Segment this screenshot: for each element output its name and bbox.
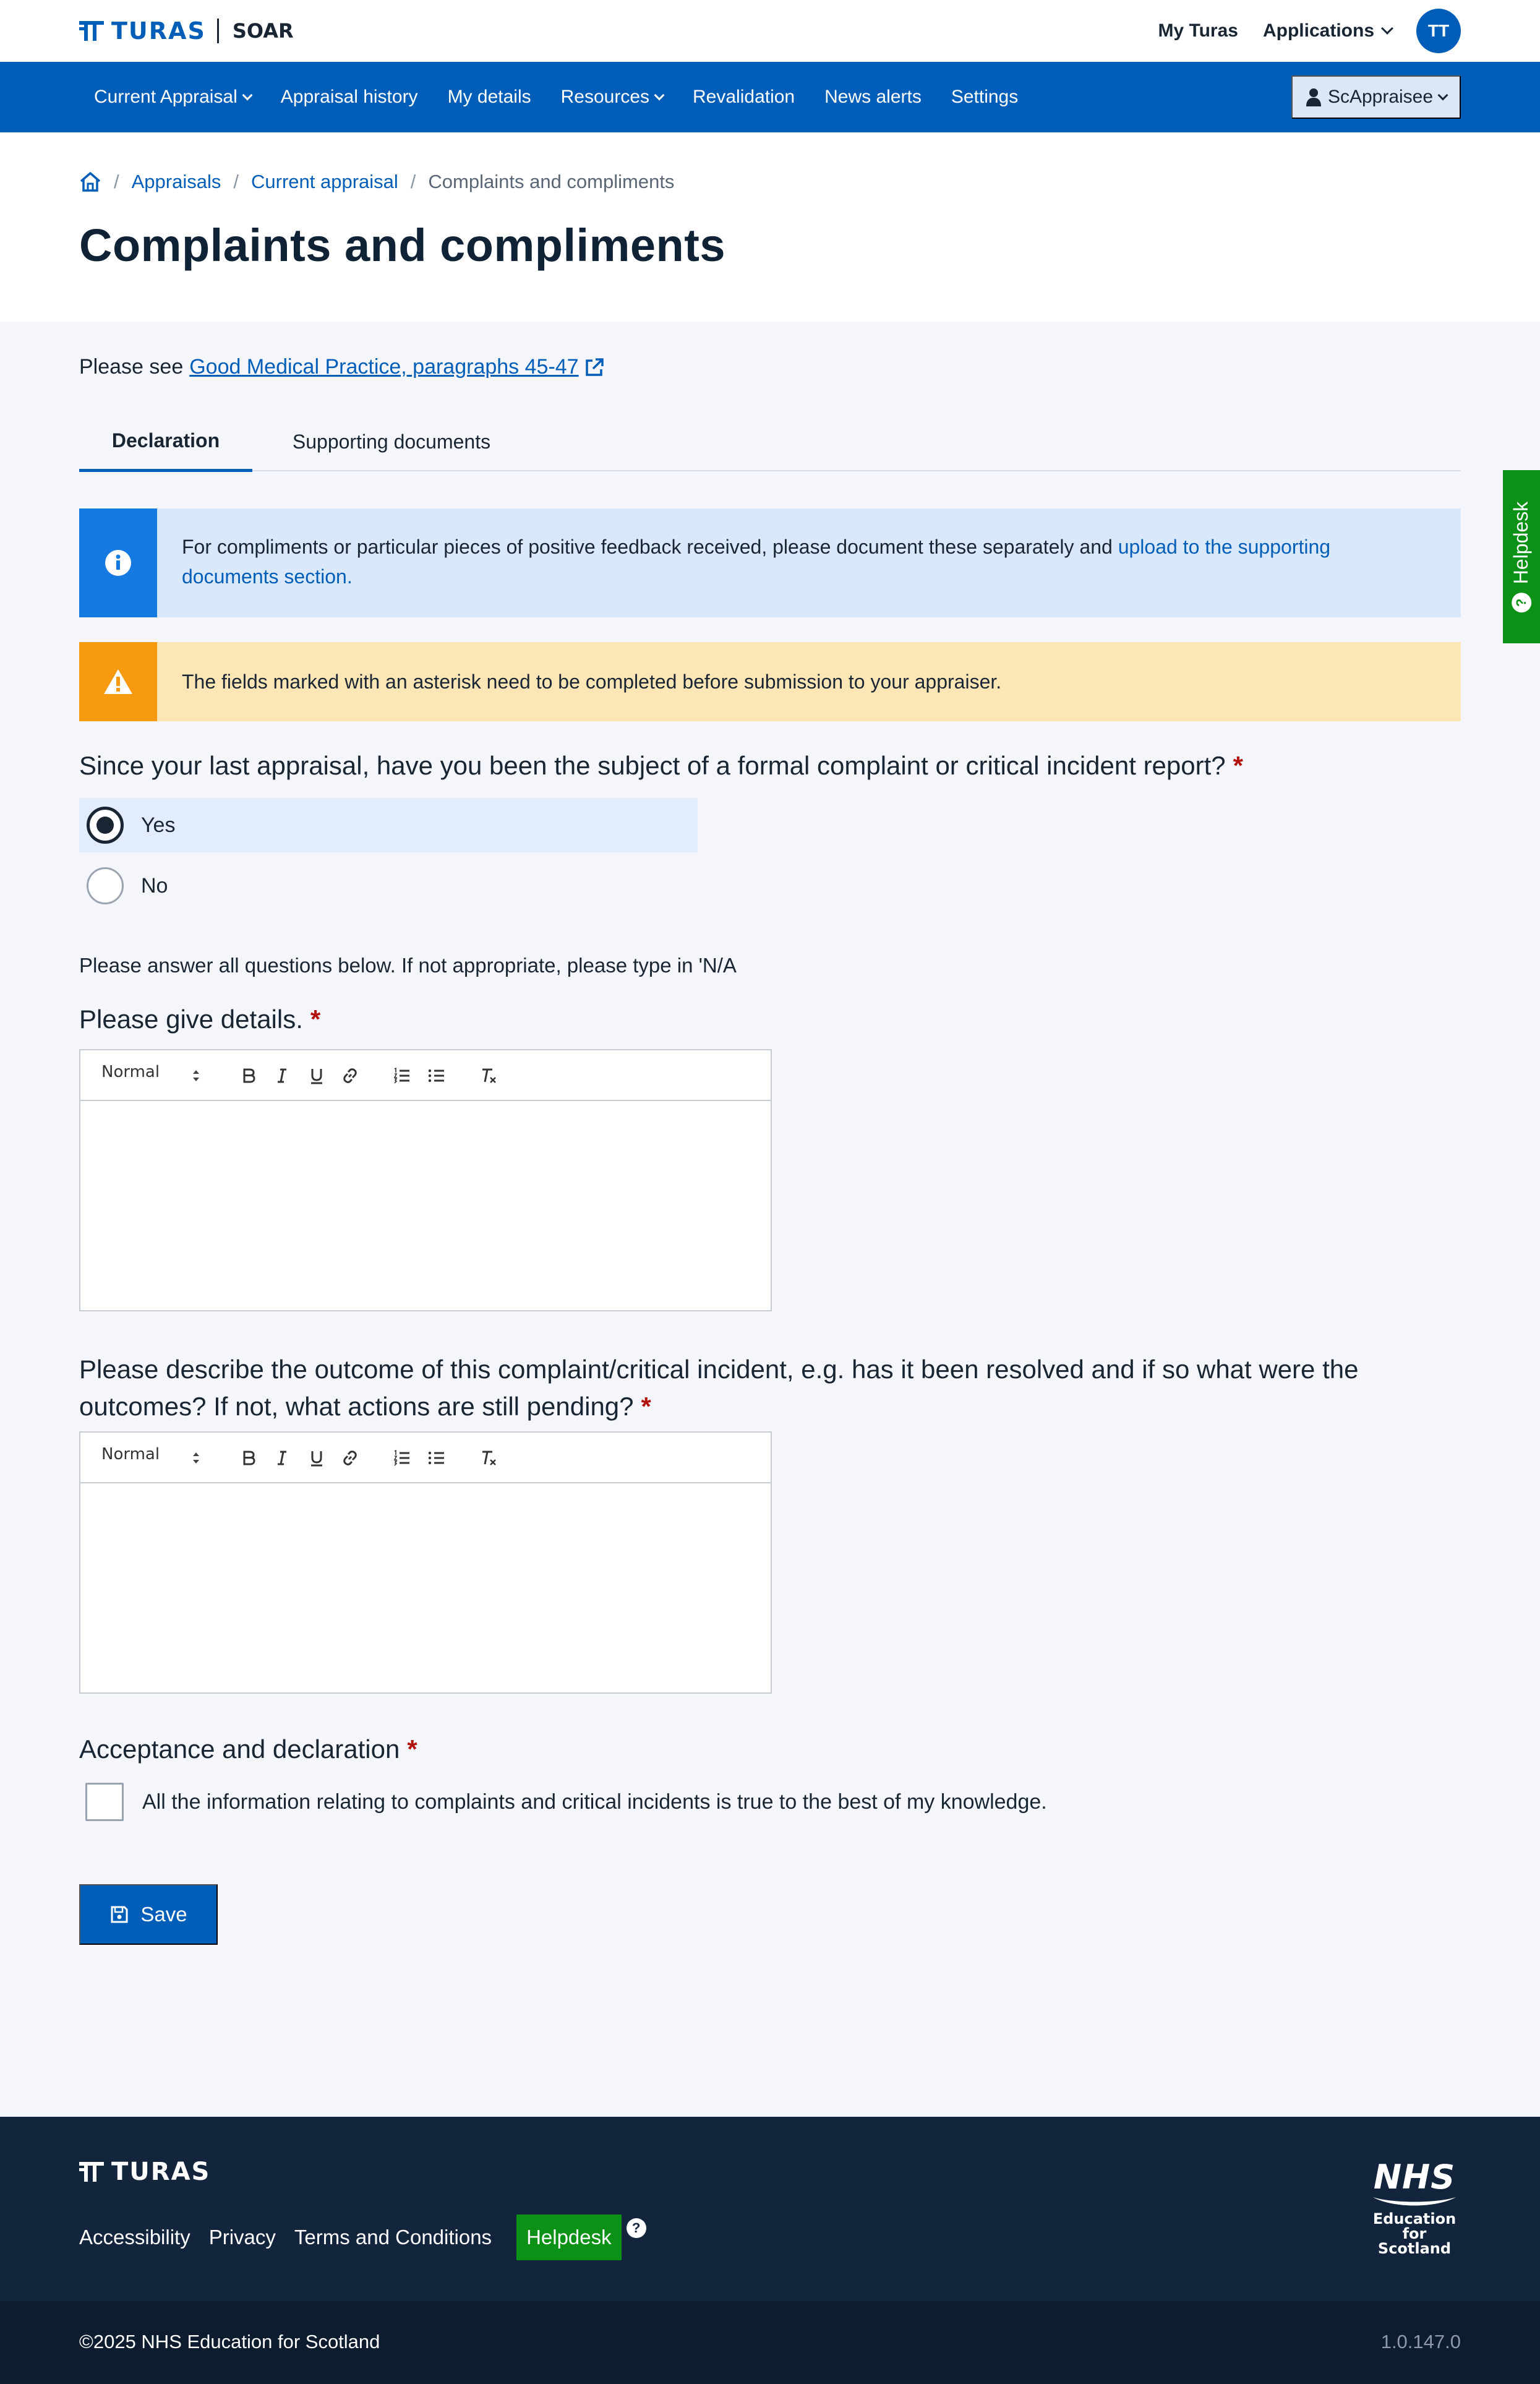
helpdesk-side-tab[interactable] <box>1503 470 1540 643</box>
ordered-list-button[interactable] <box>391 1446 413 1470</box>
footer-link-terms[interactable]: Terms and Conditions <box>294 2226 492 2249</box>
radio-option-yes[interactable] <box>79 798 698 852</box>
user-name: ScAppraisee <box>1327 87 1434 107</box>
helpdesk-side-tab-content <box>1510 501 1533 612</box>
page-title: Complaints and compliments <box>79 220 726 271</box>
breadcrumb-appraisals[interactable]: Appraisals <box>131 171 221 192</box>
bold-button[interactable] <box>237 1446 260 1470</box>
breadcrumb-separator: / <box>233 171 239 192</box>
footer-link-privacy[interactable]: Privacy <box>208 2226 276 2249</box>
user-menu-button[interactable] <box>1291 75 1461 119</box>
nav-item-revalidation[interactable]: Revalidation <box>693 87 795 107</box>
outcome-question-label <box>79 1351 1461 1425</box>
editor-toolbar <box>80 1433 771 1483</box>
outcome-editor-content[interactable] <box>80 1483 771 1692</box>
warning-alert <box>79 642 1461 721</box>
updown-arrow-icon <box>192 1449 200 1467</box>
turas-logo[interactable] <box>79 17 294 45</box>
link-icon <box>340 1066 360 1086</box>
format-select[interactable]: Normal <box>101 1445 160 1464</box>
app-version: 1.0.147.0 <box>1380 2331 1461 2352</box>
warning-icon <box>103 668 134 695</box>
italic-icon <box>272 1066 292 1086</box>
clear-format-button[interactable] <box>477 1064 500 1087</box>
main-nav <box>0 62 1540 132</box>
nhs-org-line: Education <box>1372 2210 1457 2227</box>
footer-links <box>79 2215 646 2260</box>
page-header <box>0 132 1540 322</box>
required-marker: * <box>310 1005 321 1034</box>
chevron-down-icon <box>1381 22 1393 35</box>
nhs-org-line: for <box>1402 2225 1427 2242</box>
editor-toolbar <box>80 1050 771 1101</box>
radio-yes-label[interactable]: Yes <box>141 813 176 837</box>
avatar[interactable]: TT <box>1416 9 1461 53</box>
bold-icon <box>239 1066 259 1086</box>
chevron-down-icon <box>654 90 665 101</box>
declaration-checkbox[interactable] <box>85 1783 124 1821</box>
turas-logo-icon <box>79 2161 104 2183</box>
declaration-question-label <box>79 1734 417 1764</box>
top-header <box>0 0 1540 62</box>
tab-list <box>79 412 1461 471</box>
intro-prefix: Please see <box>79 355 184 379</box>
info-alert <box>79 508 1461 617</box>
required-marker: * <box>407 1734 417 1764</box>
breadcrumb-current: Complaints and compliments <box>428 171 675 192</box>
nav-item-settings[interactable]: Settings <box>951 87 1019 107</box>
save-button[interactable] <box>79 1884 218 1945</box>
logo-separator <box>217 19 219 43</box>
warning-alert-message: The fields marked with an asterisk need to be completed before submission to your appraiser. <box>182 671 1002 693</box>
nhs-swoosh-icon <box>1368 2195 1461 2208</box>
save-label: Save <box>140 1903 187 1926</box>
details-editor-content[interactable] <box>80 1101 771 1310</box>
underline-icon <box>307 1448 327 1468</box>
my-turas-link[interactable]: My Turas <box>1158 20 1238 41</box>
required-marker: * <box>1233 751 1243 780</box>
info-alert-icon-area <box>79 508 157 617</box>
chevron-down-icon <box>242 90 252 101</box>
footer <box>0 2117 1540 2301</box>
help-icon: ? <box>1512 593 1531 612</box>
breadcrumb-separator: / <box>410 171 416 192</box>
question-text: Please give details. <box>79 1005 303 1034</box>
details-question-label <box>79 1005 320 1034</box>
upload-supporting-documents-link[interactable]: upload to the supporting documents section. <box>182 536 1331 588</box>
italic-button[interactable] <box>271 1446 293 1470</box>
radio-no-label[interactable]: No <box>141 873 168 898</box>
tab-supporting-documents[interactable]: Supporting documents <box>292 430 491 453</box>
info-alert-message: For compliments or particular pieces of positive feedback received, please document these separately and <box>182 536 1118 558</box>
underline-button[interactable] <box>306 1446 328 1470</box>
app-name: SOAR <box>232 19 294 43</box>
question-text: Since your last appraisal, have you been the subject of a formal complaint or critical incident report? <box>79 751 1226 780</box>
nav-items <box>79 62 1033 132</box>
italic-icon <box>272 1448 292 1468</box>
chevron-down-icon <box>1438 90 1448 101</box>
ordered-list-icon <box>392 1066 412 1086</box>
helpdesk-side-tab-label: Helpdesk <box>1510 501 1533 584</box>
details-rich-text-editor <box>79 1049 772 1311</box>
top-right-menu <box>1158 9 1461 53</box>
declaration-checkbox-row[interactable] <box>79 1783 1047 1821</box>
question-text: Please describe the outcome of this complaint/critical incident, e.g. has it been resolved and if so what were the outcomes? If not, what actions are still pending? <box>79 1355 1359 1421</box>
link-button[interactable] <box>339 1064 361 1087</box>
info-icon <box>104 549 132 577</box>
clear-format-button[interactable] <box>477 1446 500 1470</box>
footer-bottom-bar <box>0 2301 1540 2384</box>
radio-yes[interactable] <box>87 807 124 844</box>
nav-item-label: Resources <box>560 87 650 107</box>
radio-option-no[interactable] <box>79 859 698 913</box>
nav-item-appraisal-history[interactable]: Appraisal history <box>280 87 418 107</box>
nav-item-news-alerts[interactable]: News alerts <box>824 87 922 107</box>
save-icon <box>109 1905 129 1924</box>
applications-label: Applications <box>1262 20 1374 41</box>
brand-name: TURAS <box>111 17 206 45</box>
required-marker: * <box>641 1392 651 1421</box>
radio-no[interactable] <box>87 867 124 904</box>
breadcrumb-separator: / <box>114 171 119 192</box>
main-content <box>0 322 1540 2117</box>
applications-menu[interactable] <box>1263 20 1392 41</box>
italic-button[interactable] <box>271 1064 293 1087</box>
breadcrumb <box>79 171 674 193</box>
underline-button[interactable] <box>306 1064 328 1087</box>
info-alert-text <box>157 508 1461 617</box>
underline-icon <box>307 1066 327 1086</box>
nav-item-my-details[interactable]: My details <box>447 87 531 107</box>
help-icon: ? <box>627 2218 646 2238</box>
copyright: ©2025 NHS Education for Scotland <box>79 2331 380 2352</box>
bullet-list-icon <box>427 1066 447 1086</box>
format-select[interactable]: Normal <box>101 1063 160 1081</box>
nhs-org-line: Scotland <box>1377 2240 1452 2257</box>
nhs-education-scotland-logo <box>1368 2160 1461 2256</box>
link-icon <box>340 1448 360 1468</box>
footer-turas-logo[interactable] <box>79 2158 210 2186</box>
breadcrumb-current-appraisal[interactable]: Current appraisal <box>251 171 398 192</box>
bold-button[interactable] <box>237 1064 260 1087</box>
bullet-list-button[interactable] <box>426 1064 448 1087</box>
nav-item-current-appraisal[interactable] <box>79 87 266 108</box>
ordered-list-button[interactable] <box>391 1064 413 1087</box>
updown-arrow-icon <box>192 1066 200 1085</box>
nav-item-resources[interactable] <box>546 87 678 108</box>
link-button[interactable] <box>339 1446 361 1470</box>
footer-link-accessibility[interactable]: Accessibility <box>79 2226 190 2249</box>
bullet-list-icon <box>427 1448 447 1468</box>
user-icon <box>1306 88 1322 106</box>
answer-hint: Please answer all questions below. If not appropriate, please type in 'N/A <box>79 954 737 977</box>
turas-logo-icon <box>79 20 104 42</box>
external-link-icon <box>584 357 605 378</box>
footer-brand-name: TURAS <box>111 2158 211 2186</box>
declaration-checkbox-label[interactable]: All the information relating to complaints and critical incidents is true to the best of my knowledge. <box>142 1790 1047 1814</box>
nhs-wordmark: NHS <box>1373 2158 1456 2197</box>
home-icon[interactable] <box>79 171 101 192</box>
clear-format-icon <box>479 1066 498 1086</box>
outcome-rich-text-editor <box>79 1431 772 1694</box>
warning-alert-icon-area <box>79 642 157 721</box>
footer-helpdesk-button[interactable]: Helpdesk <box>516 2215 622 2260</box>
tab-declaration[interactable]: Declaration <box>79 412 252 472</box>
good-medical-practice-link[interactable]: Good Medical Practice, paragraphs 45-47 <box>189 355 579 379</box>
bullet-list-button[interactable] <box>426 1446 448 1470</box>
nav-item-label: Current Appraisal <box>94 87 237 107</box>
intro-text <box>79 355 605 379</box>
clear-format-icon <box>479 1448 498 1468</box>
bold-icon <box>239 1448 259 1468</box>
complaint-question-label <box>79 751 1243 781</box>
question-text: Acceptance and declaration <box>79 1734 400 1764</box>
ordered-list-icon <box>392 1448 412 1468</box>
